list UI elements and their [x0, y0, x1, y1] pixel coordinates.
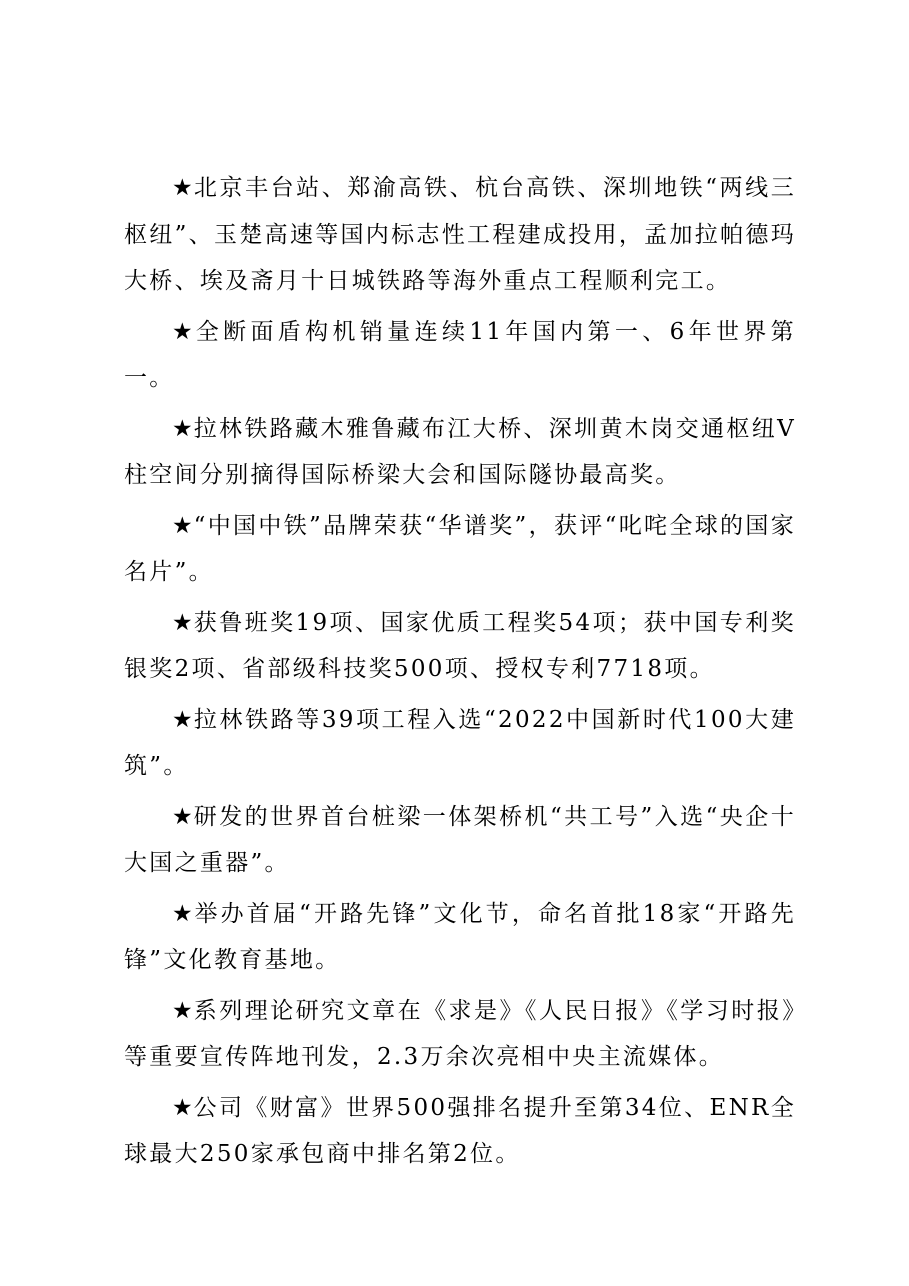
achievement-item	[124, 503, 796, 596]
achievement-item	[124, 697, 796, 790]
achievement-text: 北京丰台站、郑渝高铁、杭台高铁、深圳地铁“两线三枢纽”、玉楚高速等国内标志性工程建成投用，孟加拉帕德玛大桥、埃及斋月十日城铁路等海外重点工程顺利完工。	[124, 175, 796, 294]
achievement-item	[124, 891, 796, 984]
achievement-item	[124, 406, 796, 499]
achievement-text: 公司《财富》世界500强排名提升至第34位、ENR全球最大250家承包商中排名第2位。	[124, 1094, 796, 1167]
achievement-item	[124, 988, 796, 1081]
star-bullet-icon: ★	[172, 512, 193, 539]
star-bullet-icon: ★	[172, 415, 193, 442]
achievement-text: 获鲁班奖19项、国家优质工程奖54项；获中国专利奖银奖2项、省部级科技奖500项、授权专利7718项。	[124, 609, 796, 682]
achievement-list	[124, 165, 796, 1178]
star-bullet-icon: ★	[172, 803, 193, 830]
achievement-item	[124, 165, 796, 305]
star-bullet-icon: ★	[172, 609, 193, 636]
achievement-item	[124, 600, 796, 693]
star-bullet-icon: ★	[172, 900, 193, 927]
achievement-item	[124, 309, 796, 402]
achievement-text: 系列理论研究文章在《求是》《人民日报》《学习时报》等重要宣传阵地刊发，2.3万余次亮相中央主流媒体。	[124, 997, 796, 1070]
achievement-item	[124, 1085, 796, 1178]
star-bullet-icon: ★	[172, 706, 193, 733]
star-bullet-icon: ★	[172, 1094, 193, 1121]
achievement-text: “中国中铁”品牌荣获“华谱奖”，获评“叱咤全球的国家名片”。	[124, 512, 796, 585]
achievement-text: 拉林铁路等39项工程入选“2022中国新时代100大建筑”。	[124, 706, 796, 779]
star-bullet-icon: ★	[172, 175, 193, 201]
star-bullet-icon: ★	[172, 318, 193, 345]
achievement-text: 全断面盾构机销量连续11年国内第一、6年世界第一。	[124, 318, 796, 391]
achievement-item	[124, 794, 796, 887]
achievement-text: 拉林铁路藏木雅鲁藏布江大桥、深圳黄木岗交通枢纽V柱空间分别摘得国际桥梁大会和国际隧协最高奖。	[124, 415, 796, 488]
star-bullet-icon: ★	[172, 997, 193, 1024]
achievement-text: 举办首届“开路先锋”文化节，命名首批18家“开路先锋”文化教育基地。	[124, 900, 796, 973]
achievement-text: 研发的世界首台桩梁一体架桥机“共工号”入选“央企十大国之重器”。	[124, 803, 796, 876]
